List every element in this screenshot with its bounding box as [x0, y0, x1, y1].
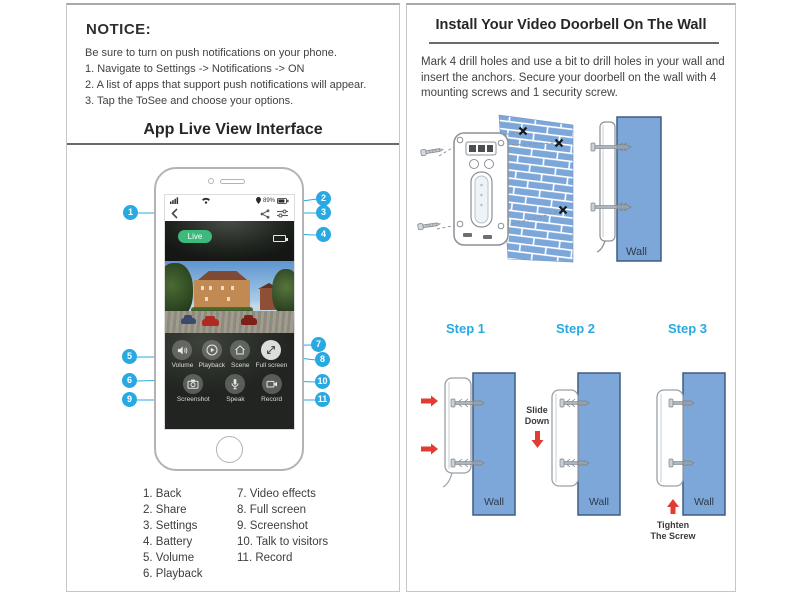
installation-diagram — [413, 109, 731, 315]
step-3 — [621, 321, 726, 568]
callout-8: 8 — [315, 352, 330, 367]
wall-label: Wall — [588, 496, 610, 508]
speak-button: Speak — [225, 374, 245, 403]
section-title: App Live View Interface — [143, 121, 323, 138]
step-2-diagram — [516, 351, 621, 563]
callout-5: 5 — [122, 349, 137, 364]
panel-installation — [406, 3, 736, 592]
callout-legend — [143, 486, 328, 582]
tree-right — [272, 269, 294, 315]
wifi-icon — [201, 197, 211, 204]
section-underline — [67, 143, 399, 145]
legend-item: 8. Full screen — [237, 504, 307, 516]
mic-icon — [229, 378, 241, 390]
doorbell-bracket — [454, 133, 508, 245]
doorbell-battery-icon — [273, 235, 286, 242]
volume-icon — [177, 345, 188, 356]
tighten-note-line2: The Screw — [650, 531, 696, 541]
step-1-diagram — [411, 351, 516, 563]
wall-label: Wall — [693, 496, 715, 508]
wall — [473, 373, 515, 515]
callout-10: 10 — [315, 374, 330, 389]
slide-note-line1: Slide — [526, 405, 548, 415]
notice-line: 1. Navigate to Settings -> Notifications -> ON — [85, 63, 305, 75]
fullscreen-button: Full screen — [256, 340, 288, 369]
controls-row-2 — [165, 374, 294, 403]
legend-item: 4. Battery — [143, 536, 193, 548]
legend-item: 9. Screenshot — [237, 520, 308, 532]
live-view-photo — [165, 261, 294, 333]
callout-3: 3 — [316, 205, 331, 220]
control-panel — [165, 333, 294, 430]
notice-title: NOTICE: — [86, 21, 152, 38]
location-icon — [256, 197, 261, 204]
callout-2: 2 — [316, 191, 331, 206]
notice-line: 2. A list of apps that support push notifications will appear. — [85, 79, 367, 91]
notice-line: Be sure to turn on push notifications on your phone. — [85, 47, 337, 59]
step-3-diagram — [621, 351, 726, 563]
home-button — [216, 436, 243, 463]
wall-side-view — [591, 117, 661, 261]
step-2 — [516, 321, 621, 568]
push-arrow-top — [421, 396, 438, 407]
wall — [683, 373, 725, 515]
callout-9: 9 — [122, 392, 137, 407]
legend-item: 2. Share — [143, 504, 187, 516]
step-1 — [411, 321, 516, 568]
slide-note-line2: Down — [524, 416, 550, 426]
back-icon — [171, 208, 178, 219]
callout-1: 1 — [123, 205, 138, 220]
screenshot-button: Screenshot — [177, 374, 210, 403]
mounting-screw-top — [421, 147, 444, 156]
signal-icon — [170, 197, 179, 204]
phone-diagram — [67, 165, 399, 480]
legend-item: 7. Video effects — [237, 488, 316, 500]
push-arrow-bottom — [421, 444, 438, 455]
legend-item: 11. Record — [237, 552, 293, 564]
install-title-underline — [429, 42, 719, 44]
tighten-note-line1: Tighten — [656, 520, 690, 530]
phone-screen — [164, 194, 295, 430]
step-1-label: Step 1 — [446, 321, 486, 336]
callout-11: 11 — [315, 392, 330, 407]
video-header — [165, 221, 294, 261]
brick-wall — [499, 115, 573, 262]
playback-icon — [206, 344, 218, 356]
car-darkred — [241, 318, 257, 325]
step-3-label: Step 3 — [668, 321, 708, 336]
callout-6: 6 — [122, 373, 137, 388]
record-icon — [266, 378, 278, 390]
legend-item: 10. Talk to visitors — [237, 536, 329, 548]
nav-bar — [165, 206, 294, 221]
tighten-arrow — [667, 499, 679, 514]
controls-row-1 — [165, 340, 294, 369]
wall-label: Wall — [626, 246, 647, 258]
install-instructions: Mark 4 drill holes and use a bit to drill holes in your wall and insert the anchors. Secure your doorbell on the wall with 4 mounting screws and 1 security screw. — [421, 56, 725, 99]
legend-item: 1. Back — [143, 488, 182, 500]
record-button: Record — [261, 374, 282, 403]
status-bar — [165, 195, 294, 206]
callout-7: 7 — [311, 337, 326, 352]
fullscreen-icon — [265, 344, 277, 356]
car-blue — [181, 318, 196, 324]
earpiece-slot — [220, 179, 245, 184]
notice-line: 3. Tap the ToSee and choose your options. — [85, 95, 294, 107]
battery-icon — [277, 198, 289, 204]
battery-percent: 89% — [262, 197, 275, 204]
slide-down-arrow — [532, 431, 544, 448]
legend-item: 3. Settings — [143, 520, 198, 532]
wall — [578, 373, 620, 515]
legend-item: 6. Playback — [143, 568, 203, 580]
front-camera-dot — [208, 178, 214, 184]
phone-mockup — [154, 167, 304, 471]
scene-icon — [234, 344, 246, 356]
wall-label: Wall — [483, 496, 505, 508]
playback-button: Playback — [199, 340, 225, 369]
scene-button: Scene — [230, 340, 250, 369]
install-title: Install Your Video Doorbell On The Wall — [435, 17, 707, 33]
settings-icon — [277, 209, 288, 218]
car-red — [202, 319, 219, 326]
panel-app-interface — [66, 3, 400, 592]
notice-text — [85, 45, 366, 109]
volume-button: Volume — [172, 340, 194, 369]
share-icon — [260, 209, 270, 219]
legend-item: 5. Volume — [143, 552, 195, 564]
install-steps — [411, 321, 726, 568]
live-badge: Live — [178, 230, 212, 243]
callout-4: 4 — [316, 227, 331, 242]
screenshot-icon — [187, 378, 199, 390]
bracket-profile — [600, 122, 615, 241]
step-2-label: Step 2 — [556, 321, 596, 336]
